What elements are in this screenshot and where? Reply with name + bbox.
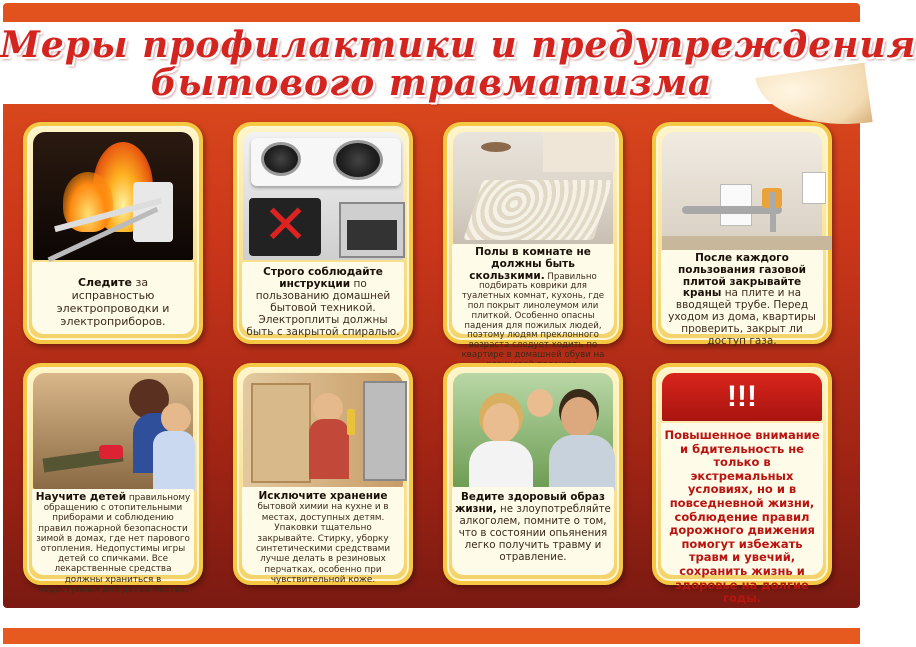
card-floors-body: Правильно подбирать коврики для туалетных комнат, кухонь, где пол покрыт линолеумом или плиткой. Особенно опасны падения для пожилых людей, поэтому людям преклонного возраста следует ходить по квартире в домашней обуви на — [461, 271, 605, 360]
bottom-strip — [3, 628, 860, 644]
card-electrical-text — [32, 262, 194, 334]
card-gas-text — [661, 250, 823, 347]
card-children-bold: Научите детей — [35, 491, 127, 503]
happy-family-image — [453, 373, 613, 487]
card-electrical-bold: Следите — [77, 276, 132, 289]
prohibited-icon: ✕ — [263, 193, 309, 256]
mother-child-kitchen-image — [33, 373, 193, 489]
card-chemicals-bold: Исключите хранение — [258, 490, 388, 502]
card-floors-bold: Полы в комнате не должны быть скользкими. — [469, 246, 591, 282]
card-appliances-text — [242, 262, 404, 338]
poster-title-line2: бытового травматизма — [150, 62, 713, 104]
card-electrical — [23, 122, 203, 344]
bath-rug-image — [453, 132, 613, 244]
card-chemicals-text — [242, 487, 404, 586]
gas-pipe-image — [662, 132, 822, 250]
card-appliances-body: по пользованию домашней бытовой техникой. Электроплиты должны быть с закрытой спиралью. — [246, 278, 400, 338]
card-children-body: правильному обращению с отопительными приборами и соблюдению правил пожарной безопасности зимой в домах, где нет парового отопления. Недопустимы игры детей со спичками. Все лекарственные средства должны храниться в недоступных для детей местах. — [36, 493, 191, 595]
card-healthy-text — [452, 487, 614, 575]
card-gas-body: на плите и на вводящей трубе. Перед уходом из дома, квартиры проверить, закрыт ли доступ газа. — [668, 287, 816, 347]
card-floors — [443, 122, 623, 360]
bottom-band — [3, 610, 860, 628]
card-appliances — [233, 122, 413, 344]
card-gas — [652, 122, 832, 347]
card-chemicals-body: бытовой химии на кухне и в местах, доступных детям. Упаковки тщательно закрывайте. Стирку, уборку синтетическими средствами лучше делать в резиновых перчатках, особенно при чувствительной коже. — [255, 502, 391, 586]
warning-mark: !!! — [662, 373, 822, 421]
electrical-fire-image — [33, 132, 193, 260]
child-cabinet-image — [243, 373, 403, 487]
card-gas-bold: После каждого пользования газовой плитой закрывайте краны — [678, 252, 806, 300]
poster-title-line1: Меры профилактики и предупреждения — [0, 24, 916, 66]
card-appliances-bold: Строго соблюдайте инструкции — [263, 266, 383, 290]
card-healthy — [443, 363, 623, 585]
card-warning — [652, 363, 832, 606]
card-healthy-body: не злоупотребляйте алкоголем, помните о том, что в состоянии опьянения легко получить травму и отравление. — [458, 503, 611, 563]
card-children-text — [32, 489, 194, 595]
card-chemicals — [233, 363, 413, 585]
card-children — [23, 363, 203, 595]
warning-text: Повышенное внимание и бдительность не только в экстремальных условиях, но и в повседневной жизни, соблюдение правил дорожного движения помогут избежать травм и увечий, сохранить жизнь и здоровье на долгие годы. — [661, 423, 823, 575]
card-floors-text — [452, 244, 614, 360]
card-healthy-bold: Ведите здоровый образ жизни, — [455, 491, 605, 515]
electric-stove-image — [243, 132, 403, 260]
card-electrical-body: за исправностью электропроводки и электроприборов. — [56, 276, 170, 328]
